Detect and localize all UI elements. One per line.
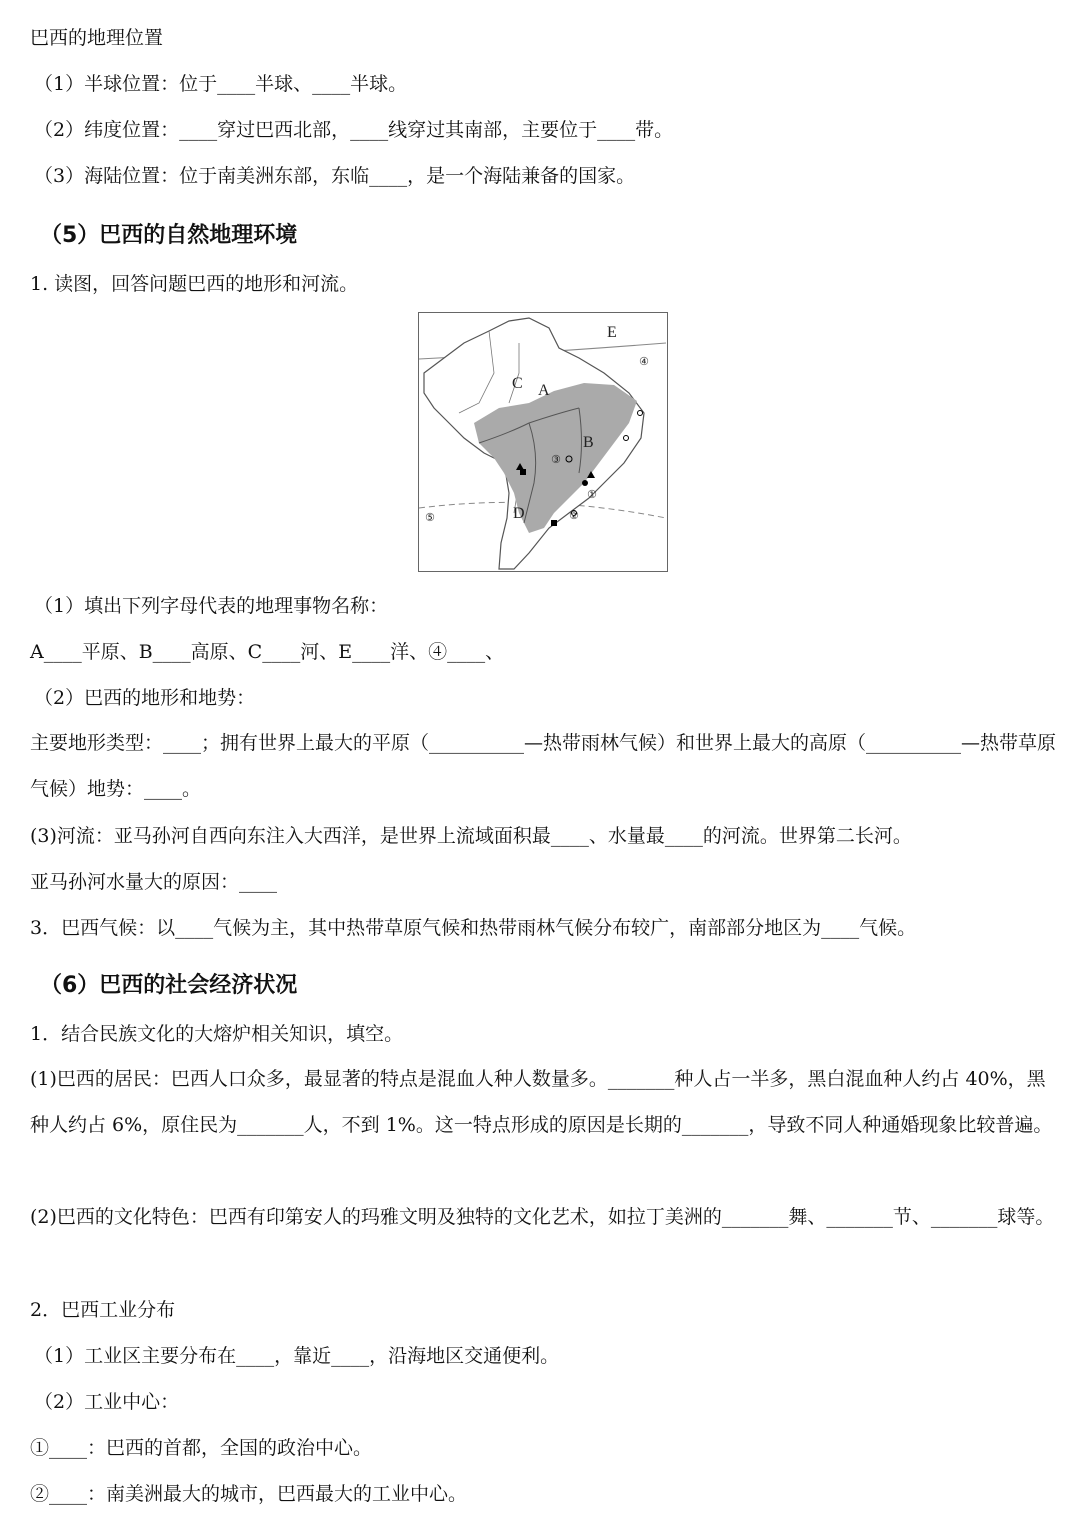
section5-q2-text: 主要地形类型：____；拥有世界上最大的平原（__________—热带雨林气候）和世界上最大的高原（__________—热带草原气候）地势：____。 (30, 732, 1057, 800)
city-dot-icon (582, 480, 588, 486)
section6-residents: (1)巴西的居民：巴西人口众多，最显著的特点是混血人种人数量多。_______种人占一半多，黑白混血种人约占 40%，黑种人约占 6%，原住民为_______人，不到 1%。这一特点形成的原因是长期的_______，导致不同人种通婚现象比较普遍。 (30, 1068, 1053, 1136)
brazil-map-figure (419, 313, 666, 570)
section5-q1-answer: A____平原、B____高原、C____河、E____洋、④____、 (30, 641, 505, 663)
map-label-3: ③ (551, 453, 561, 466)
map-label-5: ⑤ (425, 511, 435, 524)
location-title: 巴西的地理位置 (30, 27, 164, 49)
square-marker-icon (551, 520, 557, 526)
section5-q1: （1）填出下列字母代表的地理事物名称： (34, 595, 389, 617)
section5-q3: (3)河流：亚马孙河自西向东注入大西洋，是世界上流域面积最____、水量最____的河流。世界第二长河。 (30, 825, 912, 847)
map-label-D: D (513, 505, 525, 522)
map-label-B: B (583, 434, 594, 451)
section5-intro: 1. 读图，回答问题巴西的地形和河流。 (30, 273, 359, 295)
location-q2: （2）纬度位置：____穿过巴西北部，____线穿过其南部，主要位于____带。 (34, 119, 674, 141)
map-label-4: ④ (639, 355, 649, 368)
section6-ind2: （2）工业中心： (34, 1391, 180, 1413)
section6-heading: （6）巴西的社会经济状况 (40, 973, 298, 998)
map-label-2: ② (569, 509, 579, 522)
map-label-C: C (512, 375, 523, 392)
section6-center-1: ①____：巴西的首都，全国的政治中心。 (30, 1437, 373, 1459)
square-marker-icon (520, 469, 526, 475)
section6-industry-title: 2．巴西工业分布 (30, 1299, 176, 1321)
location-q1: （1）半球位置：位于____半球、____半球。 (34, 73, 408, 95)
map-label-A: A (538, 382, 550, 399)
section6-culture: (2)巴西的文化特色：巴西有印第安人的玛雅文明及独特的文化艺术，如拉丁美洲的_______舞、_______节、_______球等。 (30, 1206, 1055, 1228)
section5-climate: 3．巴西气候：以____气候为主，其中热带草原气候和热带雨林气候分布较广，南部部分地区为____气候。 (30, 917, 917, 939)
map-label-E: E (607, 324, 617, 341)
section5-q3b: 亚马孙河水量大的原因：____ (30, 871, 278, 893)
brazil-map (418, 312, 668, 572)
map-label-1: ① (587, 488, 597, 501)
location-q3: （3）海陆位置：位于南美洲东部，东临____，是一个海陆兼备的国家。 (34, 165, 636, 187)
section6-center-2: ②____：南美洲最大的城市，巴西最大的工业中心。 (30, 1483, 468, 1505)
section6-ind1: （1）工业区主要分布在____，靠近____，沿海地区交通便利。 (34, 1345, 560, 1367)
section5-q2: （2）巴西的地形和地势： (34, 687, 256, 709)
section6-intro: 1．结合民族文化的大熔炉相关知识，填空。 (30, 1023, 404, 1045)
section5-heading: （5）巴西的自然地理环境 (40, 223, 298, 248)
